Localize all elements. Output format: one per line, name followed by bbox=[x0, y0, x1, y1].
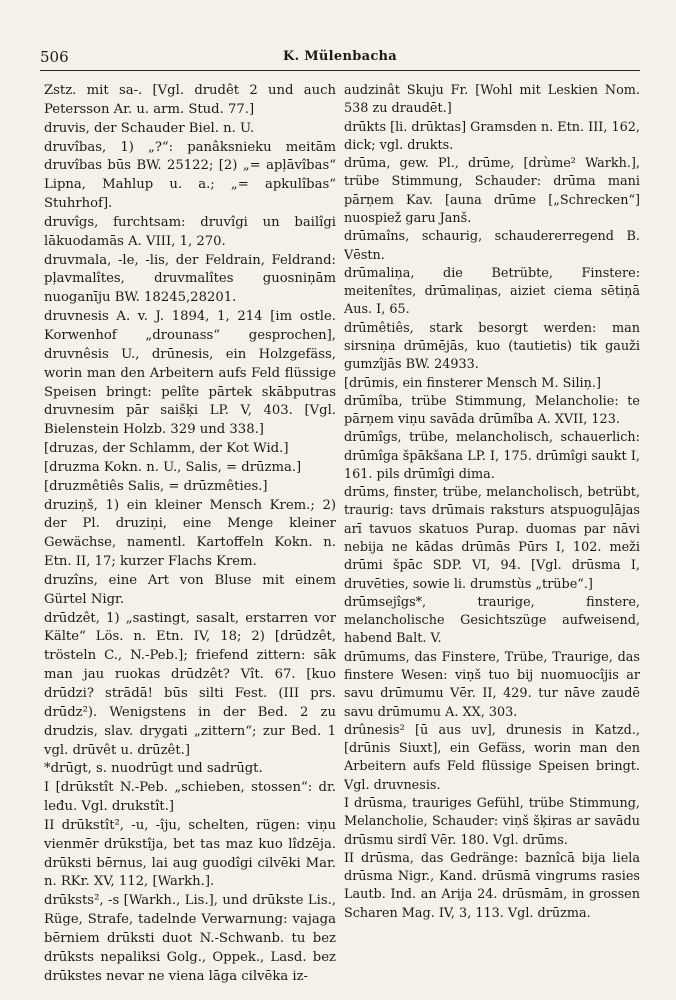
dictionary-entry: I [drūkstît N.-Peb. „schieben, stossen“: dr. leđu. Vgl. drukstît.] bbox=[44, 780, 336, 815]
running-title: K. Mülenbacha bbox=[282, 49, 398, 64]
dictionary-entry: I drūsma, trauriges Gefühl, trübe Stimmung, Melancholie, Schauder: viņš šķiras ar savādu drūsmu sirdî Vēr. 180. Vgl. drūms. bbox=[344, 795, 640, 848]
page-header bbox=[40, 48, 640, 71]
dictionary-entry: drūmums, das Finstere, Trübe, Traurige, das finstere Wesen: viņš tuo bij nuomuocîjis ar savu drūmumu Vēr. II, 429. tur nāve zaudē savu drūmumu A. XX, 303. bbox=[344, 649, 640, 720]
left-column bbox=[44, 82, 336, 987]
dictionary-entry: drūkts [li. drūktas] Gramsden n. Etn. III, 162, dick; vgl. drukts. bbox=[344, 119, 640, 153]
dictionary-entry: drūmaîns, schaurig, schaudererregend B. Vēstn. bbox=[344, 229, 640, 263]
dictionary-entry: drūms, finster, trübe, melancholisch, betrübt, traurig: tavs drūmais raksturs atspuoguļājas arī tavuos skatuos Purap. duomas par nāvi nebija ne kādas drūmās Pūrs I, 102. meži drūmi špāc SDP. VI, 94. [Vgl. drūsma I, druvēties, sowie li. drumstùs „trübe“.] bbox=[344, 485, 640, 592]
dictionary-entry: [druzas, der Schlamm, der Kot Wid.] bbox=[44, 441, 289, 457]
dictionary-entry: II drūkstît², -u, -îju, schelten, rügen: viņu vienmēr drūkstîja, bet tas maz kuo lîdzēja. drūksti bērnus, lai aug guodîgi cilvēki Mar. n. RKr. XV, 112, [Warkh.]. bbox=[44, 817, 336, 890]
right-column bbox=[344, 82, 640, 923]
page-number: 506 bbox=[40, 48, 69, 66]
dictionary-entry: [druzmêtiês Salis, = drūzmêties.] bbox=[44, 478, 268, 494]
dictionary-entry: drūma, gew. Pl., drūme, [drùme² Warkh.], trübe Stimmung, Schauder: drūma mani pārņem Kav. [auna drūme [„Schrecken“] nuospiež garu Janš. bbox=[344, 156, 640, 226]
dictionary-entry: drûnesis² [ū aus uv], drunesis in Katzd., [drūnis Siuxt], ein Gefäss, worin man den Arbeitern aufs Feld flüssige Speisen bringt. Vgl. druvnesis. bbox=[344, 722, 640, 793]
dictionary-entry: *drūgt, s. nuodrūgt und sadrūgt. bbox=[44, 761, 263, 777]
dictionary-entry: II drūsma, das Gedränge: baznîcā bija liela drūsma Nigr., Kand. drūsmā vingrums rasies Lautb. Ind. an Arija 24. drūsmām, in grossen Scharen Mag. IV, 3, 113. Vgl. drūzma. bbox=[344, 850, 640, 921]
dictionary-entry: drūmêtiês, stark besorgt werden: man sirsniņa drūmējās, kuo (tautietis) tik gauži gumzîjās BW. 24933. bbox=[344, 320, 640, 373]
dictionary-entry: druvîbas, 1) „?“: panâksnieku meitām druvîbas būs BW. 25122; [2) „= apļāvîbas“ Lipna, Mahlup u. a.; „= apkulîbas“ Stuhrhof]. bbox=[44, 139, 336, 212]
dictionary-entry: Zstz. mit sa-. [Vgl. drudêt 2 und auch Petersson Ar. u. arm. Stud. 77.] bbox=[44, 83, 336, 117]
dictionary-entry: [druzma Kokn. n. U., Salis, = drūzma.] bbox=[44, 459, 302, 475]
dictionary-entry: druziņš, 1) ein kleiner Mensch Krem.; 2) der Pl. druziņi, eine Menge kleiner Gewächse, namentl. Kartoffeln Kokn. n. Etn. II, 17; kurzer Flachs Krem. bbox=[44, 497, 336, 570]
dictionary-entry: drūksts², -s [Warkh., Lis.], und drūkste Lis., Rüge, Strafe, tadelnde Verwarnung: vajaga bērniem drūksti duot N.-Schwanb. tu bez drūksts nepaliksi Golg., Oppek., Lasd. bez drūkstes nevar ne viena lāga cilvēka iz- bbox=[44, 893, 336, 984]
dictionary-entry: drūdzêt, 1) „sastingt, sasalt, erstarren vor Kälte“ Lös. n. Etn. IV, 18; 2) [drūdzêt, trösteln C., N.-Peb.]; friefend zittern: sāk man jau ruokas drūdzêt? Vît. 67. [kuo drūdzi? strādā! būs silti Fest. (III prs. drūdz²). Wenigstens in der Bed. 2 zu drudzis, slav. drygati „zittern“; zur Bed. 1 vgl. drūvêt u. drūzêt.] bbox=[44, 610, 336, 758]
dictionary-entry: drūmîgs, trübe, melancholisch, schauerlich: drūmîga špākšana LP. I, 175. drūmîgi saukt I, 161. pils drūmîgi dima. bbox=[344, 430, 640, 482]
dictionary-entry: druvmala, -le, -lis, der Feldrain, Feldrand: pļavmalîtes, druvmalîtes guosniņām nuoganīju BW. 18245,28201. bbox=[44, 252, 336, 306]
dictionary-entry: audzinât Skuju Fr. [Wohl mit Leskien Nom. 538 zu draudēt.] bbox=[344, 83, 640, 117]
dictionary-entry: [drūmis, ein finsterer Mensch M. Siliņ.] bbox=[344, 375, 601, 391]
dictionary-entry: drūmsejîgs*, traurige, finstere, melancholische Gesichtszüge aufweisend, habend Balt. V. bbox=[344, 594, 640, 647]
dictionary-entry: druvîgs, furchtsam: druvîgi un bailîgi lākuodamās A. VIII, 1, 270. bbox=[44, 214, 336, 249]
dictionary-entry: drūmîba, trübe Stimmung, Melancholie: te pārņem viņu savāda drūmîba A. XVII, 123. bbox=[344, 393, 640, 428]
dictionary-entry: drūmaliņa, die Betrübte, Finstere: meitenîtes, drūmaliņas, aiziet ciema sētiņā Aus. I, 65. bbox=[344, 265, 640, 318]
dictionary-entry: druzîns, eine Art von Bluse mit einem Gürtel Nigr. bbox=[44, 572, 336, 607]
dictionary-entry: druvis, der Schauder Biel. n. U. bbox=[44, 120, 255, 136]
dictionary-entry: druvnesis A. v. J. 1894, 1, 214 [im ostle. Korwenhof „drounass“ gesprochen], druvnêsis U., drūnesis, ein Holzgefäss, worin man den Arbeitern aufs Feld flüssige Speisen bringt: pelîte pārtek skābputras druvnesim pār saišķi LP. V, 403. [Vgl. Bielenstein Holzb. 329 und 338.] bbox=[44, 309, 336, 438]
